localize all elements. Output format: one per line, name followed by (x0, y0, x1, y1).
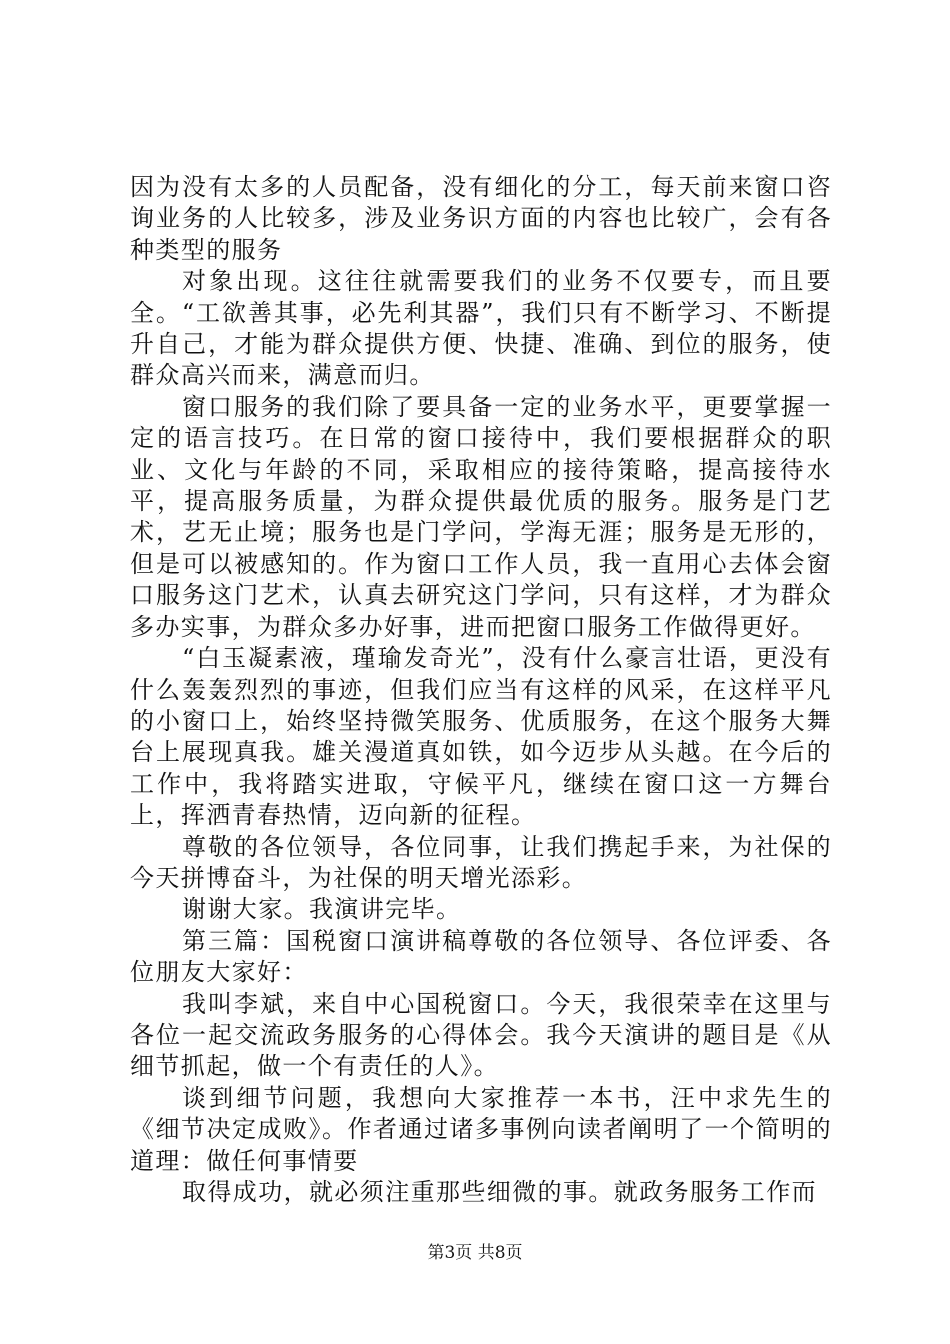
paragraph: 窗口服务的我们除了要具备一定的业务水平，更要掌握一定的语言技巧。在日常的窗口接待中，我们要根据群众的职业、文化与年龄的不同，采取相应的接待策略，提高接待水平，提高服务质量，为群众提供最优质的服务。服务是门艺术，艺无止境；服务也是门学问，学海无涯；服务是无形的，但是可以被感知的。作为窗口工作人员，我一直用心去体会窗口服务这门艺术，认真去研究这门学问，只有这样，才为群众多办实事，为群众多办好事，进而把窗口服务工作做得更好。 (130, 392, 832, 641)
paragraph: 因为没有太多的人员配备，没有细化的分工，每天前来窗口咨询业务的人比较多，涉及业务识方面的内容也比较广，会有各种类型的服务 (130, 173, 832, 264)
paragraph: 对象出现。这往往就需要我们的业务不仅要专，而且要全。“工欲善其事，必先利其器”，我们只有不断学习、不断提升自己，才能为群众提供方便、快捷、准确、到位的服务，使群众高兴而来，满意而归。 (130, 267, 832, 390)
page-number-footer: 第3页 共8页 (427, 1243, 523, 1263)
paragraph: 谈到细节问题，我想向大家推荐一本书，汪中求先生的《细节决定成败》。作者通过诸多事例向读者阐明了一个简明的道理：做任何事情要 (130, 1083, 832, 1175)
paragraph: 第三篇：国税窗口演讲稿尊敬的各位领导、各位评委、各位朋友大家好： (130, 926, 832, 987)
paragraph: 谢谢大家。我演讲完毕。 (182, 895, 462, 924)
paragraph: “白玉凝素液，瑾瑜发奇光”，没有什么豪言壮语，更没有什么轰轰烈烈的事迹，但我们应当有这样的风采，在这样平凡的小窗口上，始终坚持微笑服务、优质服务，在这个服务大舞台上展现真我。雄关漫道真如铁，如今迈步从头越。在今后的工作中，我将踏实进取，守候平凡，继续在窗口这一方舞台上，挥洒青春热情，迈向新的征程。 (130, 644, 832, 830)
document-body (130, 172, 832, 1208)
paragraph: 取得成功，就必须注重那些细微的事。就政务服务工作而 (182, 1178, 817, 1206)
paragraph: 尊敬的各位领导，各位同事，让我们携起手来，为社保的今天拼博奋斗，为社保的明天增光添彩。 (130, 832, 832, 892)
paragraph: 我叫李斌，来自中心国税窗口。今天，我很荣幸在这里与各位一起交流政务服务的心得体会。我今天演讲的题目是《从细节抓起，做一个有责任的人》。 (130, 989, 832, 1081)
